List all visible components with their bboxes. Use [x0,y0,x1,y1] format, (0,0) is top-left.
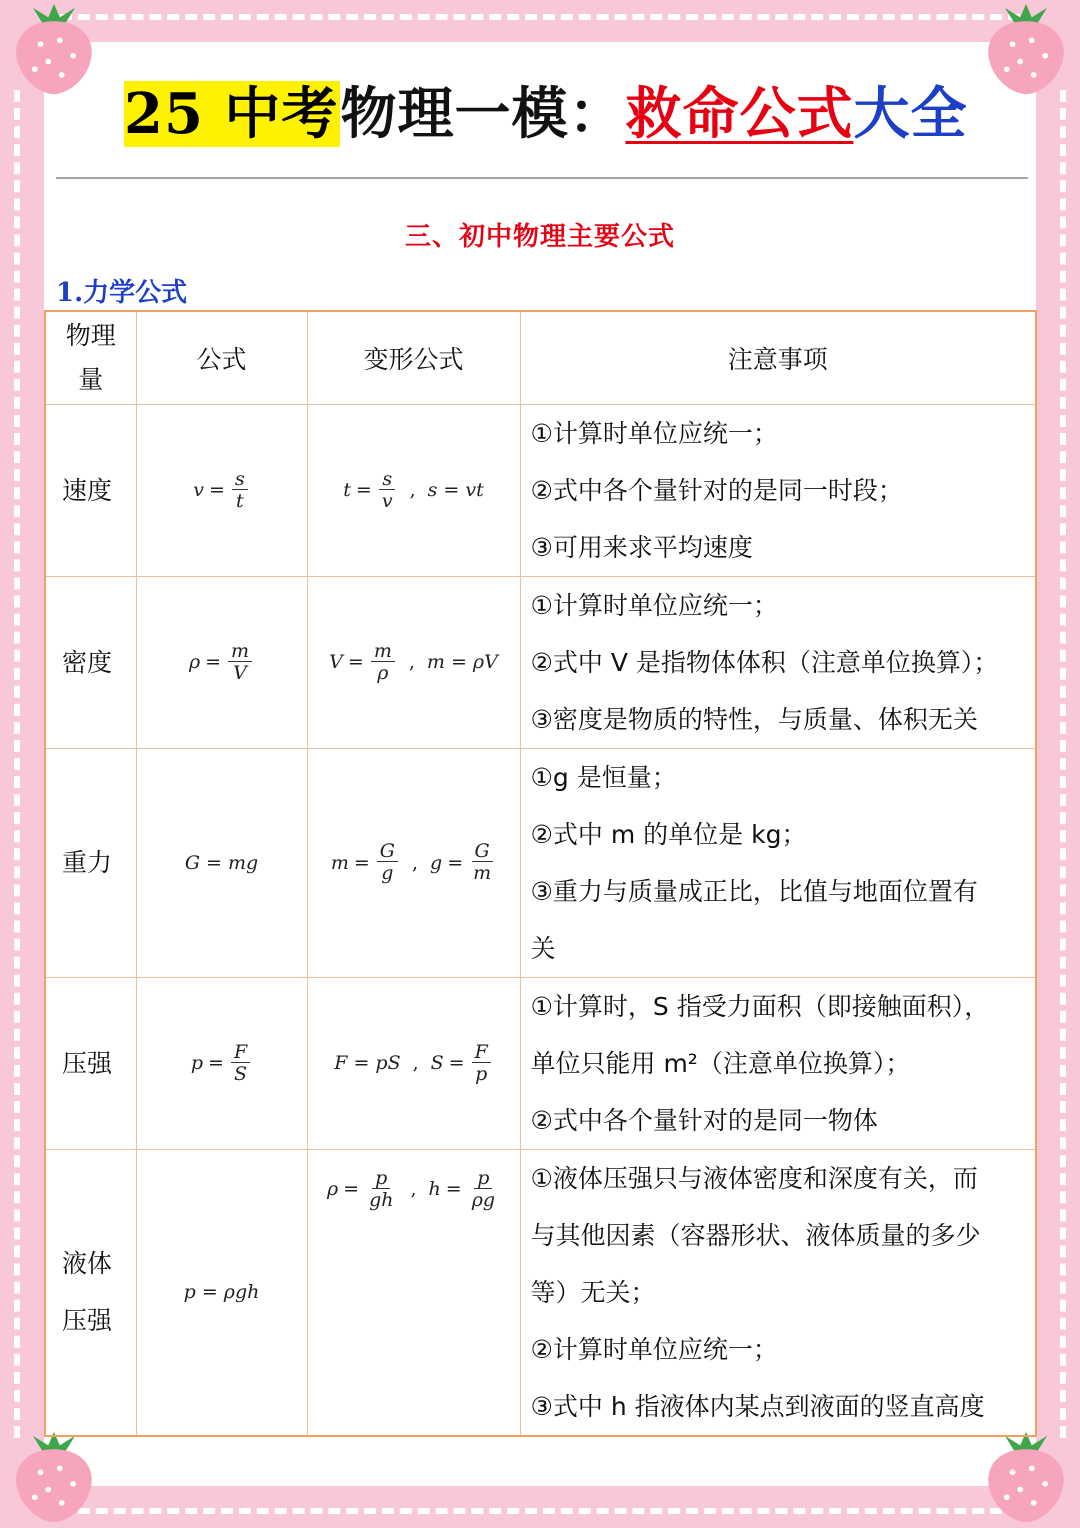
fraction [379,469,396,512]
header-quantity-line1: 物理 [65,320,116,350]
formula-equation: p = $\frac{F}{S}$ [191,1042,252,1085]
row-formula [136,977,307,1149]
note-line: ③密度是物质的特性，与质量、体积无关 [530,704,978,734]
table-row [45,576,1036,748]
strawberry-icon [978,1430,1074,1526]
row-notes [520,404,1036,576]
variant-text: s = vt [427,479,484,501]
row-quantity: 密度 [45,576,136,748]
fraction-denominator: ρg [471,1188,496,1211]
row-variants [307,977,520,1149]
row-quantity [45,1149,136,1436]
variant-lhs: V [329,651,343,673]
fraction-numerator: p [474,1168,492,1189]
title-blue: 大全 [853,81,968,147]
fraction [366,1168,396,1211]
note-line: ①g 是恒量； [530,762,677,792]
fraction-numerator: s [379,469,395,490]
fraction-denominator: V [233,661,247,684]
strawberry-icon [6,1430,102,1526]
page-title [124,64,1024,164]
table-row [45,1149,1036,1436]
table-row [45,404,1036,576]
table-row [45,748,1036,977]
note-line: 与其他因素（容器形状、液体质量的多少 [530,1220,981,1250]
variant-lhs: t [343,479,351,501]
variant-equations: ρ = $\frac{p}{gh}$ , h = $\frac{p}{\rho g}$ [327,1168,500,1211]
note-line: ②式中 V 是指物体体积（注意单位换算）； [530,647,999,677]
note-line: ③可用来求平均速度 [530,532,753,562]
note-line: ②式中 m 的单位是 kg； [530,819,807,849]
note-line: ①计算时单位应统一； [530,418,778,448]
strawberry-icon [6,2,102,98]
row-variants [307,748,520,977]
row-formula [136,748,307,977]
table-header-row [45,311,1036,404]
section-heading: 三、初中物理主要公式 [404,222,675,252]
title-highlight: 25 中考 [124,81,339,147]
fraction [231,1042,250,1085]
note-line: ②式中各个量针对的是同一物体 [530,1105,878,1135]
fraction-denominator: m [473,862,492,884]
formula-equation: v = $\frac{s}{t}$ [193,469,249,512]
header-quantity [45,311,136,404]
fraction [469,1168,498,1211]
note-line: ③重力与质量成正比，比值与地面位置有 [530,876,978,906]
fraction [472,1042,491,1085]
row-notes [520,977,1036,1149]
formula-equation: G = mg [184,851,259,874]
note-line: ②计算时单位应统一； [530,1334,778,1364]
formula-lhs: p [190,1052,204,1074]
title-black: 物理一模： [340,81,626,147]
row-quantity: 压强 [45,977,136,1149]
variant-text: m = ρV [426,651,498,673]
fraction-numerator: G [377,841,398,862]
fraction-denominator: t [236,489,244,512]
fraction-numerator: F [231,1042,250,1063]
row-quantity: 重力 [45,748,136,977]
header-formula: 公式 [136,311,307,404]
variant-text: F = pS [334,1052,401,1074]
row-quantity-line1: 液体 [62,1249,113,1278]
frame-dashed-border-top [60,14,1020,20]
note-line: 关 [530,933,556,963]
fraction-numerator: p [372,1168,390,1189]
formula-equation: p = ρgh [183,1281,260,1303]
row-notes [520,1149,1036,1436]
fraction-denominator: v [381,489,393,512]
variant-lhs: h [428,1178,441,1200]
row-quantity-line2: 压强 [62,1306,113,1335]
fraction-numerator: s [232,469,248,490]
fraction [228,641,252,684]
variant-lhs: ρ [326,1178,339,1200]
frame-dashed-border-left [14,90,20,1438]
frame-dashed-border-right [1060,90,1066,1438]
variant-lhs: S [430,1052,444,1074]
row-notes [520,576,1036,748]
fraction-numerator: G [472,841,493,862]
variant-lhs: g [430,851,443,874]
note-line: ①液体压强只与液体密度和深度有关，而 [530,1163,978,1193]
table-row [45,977,1036,1149]
fraction-numerator: F [472,1042,491,1063]
fraction-denominator: ρ [377,661,389,684]
fraction-numerator: m [371,641,395,662]
row-formula [136,1149,307,1436]
row-formula [136,576,307,748]
fraction-denominator: gh [369,1188,394,1211]
note-line: ①计算时，S 指受力面积（即接触面积）， [530,991,990,1021]
frame-dashed-border-bottom [60,1508,1020,1514]
row-variants [307,404,520,576]
variant-equations: m = $\frac{G}{g}$ , g = $\frac{G}{m}$ [331,841,496,884]
sub-heading: 1.力学公式 [56,278,188,308]
formula-lhs: ρ [188,651,201,673]
note-line: 单位只能用 m²（注意单位换算）； [530,1048,911,1078]
note-line: ③式中 h 指液体内某点到液面的竖直高度 [530,1391,985,1421]
header-variants: 变形公式 [307,311,520,404]
note-line: ②式中各个量针对的是同一时段； [530,475,903,505]
fraction [377,841,398,884]
fraction [470,841,494,884]
row-formula [136,404,307,576]
header-quantity-line2: 量 [78,364,104,394]
formula-table [44,310,1037,1437]
title-red: 救命公式 [625,81,854,147]
fraction-numerator: m [228,641,252,662]
row-notes [520,748,1036,977]
fraction-denominator: S [234,1062,248,1085]
fraction-denominator: g [381,862,394,884]
header-notes: 注意事项 [520,311,1036,404]
row-variants [307,576,520,748]
variant-equations: F = pS , S = $\frac{F}{p}$ [334,1042,493,1085]
row-variants [307,1149,520,1436]
note-line: ①计算时单位应统一； [530,590,778,620]
formula-equation: ρ = $\frac{m}{V}$ [189,641,254,684]
variant-lhs: m [330,851,349,874]
variant-equations: t = $\frac{s}{v}$ , s = vt [343,467,484,512]
row-quantity: 速度 [45,404,136,576]
title-divider [56,177,1028,179]
fraction-denominator: p [475,1062,488,1085]
note-line: 等）无关； [530,1277,656,1307]
fraction [371,641,395,684]
variant-equations: V = $\frac{m}{\rho}$ , m = ρV [329,639,498,684]
fraction [232,469,248,512]
formula-lhs: v [193,479,205,501]
